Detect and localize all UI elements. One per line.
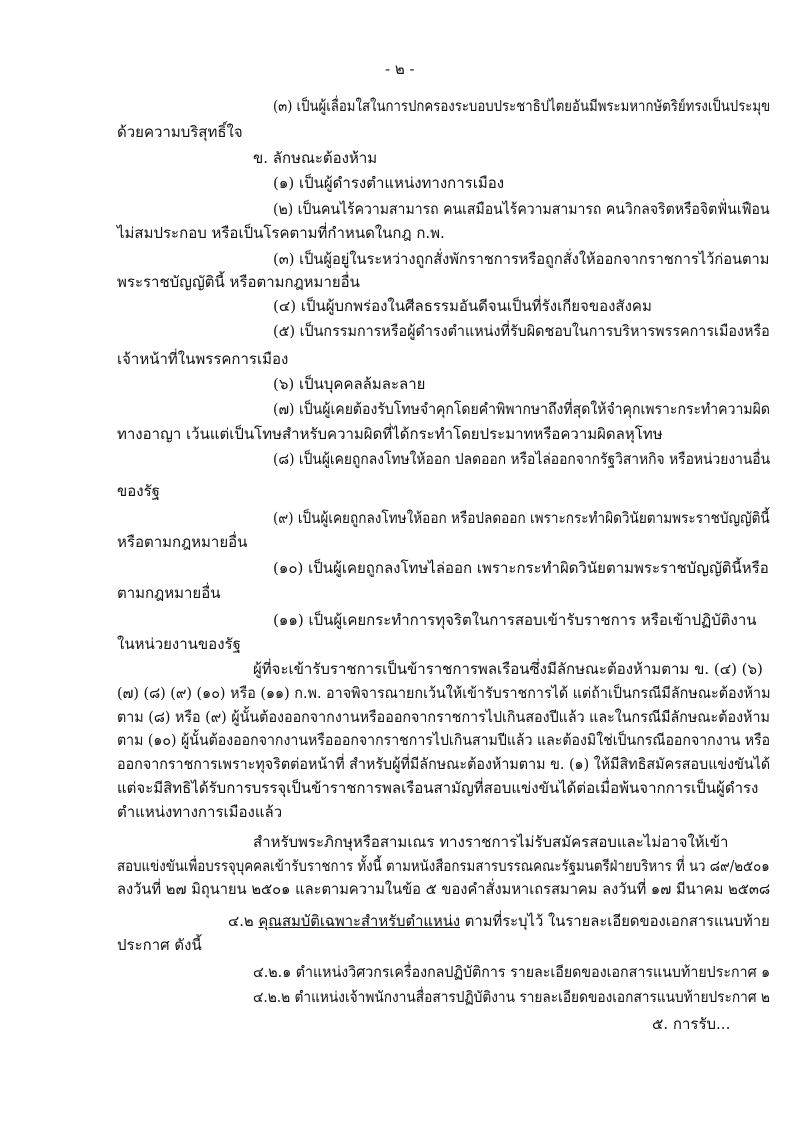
body-line: หรือตามกฎหมายอื่น	[117, 533, 248, 551]
body-line: ตาม (๘) หรือ (๙) ผู้นั้นต้องออกจากงานหรือออกจากราชการไปเกินสองปีแล้ว และในกรณีมีลักษณะต้องห้าม	[117, 708, 770, 726]
body-line: ออกจากราชการเพราะทุจริตต่อหน้าที่ สำหรับผู้ที่มีลักษณะต้องห้ามตาม ข. (๑) ให้มีสิทธิสมัครสอบแข่งขันได้	[117, 755, 771, 773]
section-number: ๔.๒	[228, 912, 254, 930]
body-line: ตามกฎหมายอื่น	[117, 584, 221, 602]
body-line: ลงวันที่ ๒๗ มิถุนายน ๒๕๐๑ และตามความในข้อ ๕ ของคำสั่งมหาเถรสมาคม ลงวันที่ ๑๗ มีนาคม ๒๕๓๘	[117, 880, 771, 898]
body-line: (๗) เป็นผู้เคยต้องรับโทษจำคุกโดยคำพิพากษาถึงที่สุดให้จำคุกเพราะกระทำความผิด	[273, 400, 770, 418]
body-line: ไม่สมประกอบ หรือเป็นโรคตามที่กำหนดในกฎ ก.พ.	[117, 224, 445, 242]
body-line: ตาม (๑๐) ผู้นั้นต้องออกจากงานหรือออกจากราชการไปเกินสามปีแล้ว และต้องมิใช่เป็นกรณีออกจากงาน หรือ	[117, 731, 771, 749]
body-line: ด้วยความบริสุทธิ์ใจ	[117, 123, 243, 141]
body-line: (๗) (๘) (๙) (๑๐) หรือ (๑๑) ก.พ. อาจพิจารณายกเว้นให้เข้ารับราชการได้ แต่ถ้าเป็นกรณีมีลักษณะต้องห้าม	[117, 684, 771, 702]
section-heading-line	[228, 911, 770, 931]
page-number: - ๒ -	[385, 60, 415, 78]
section-item: ๔.๒.๑ ตำแหน่งวิศวกรเครื่องกลปฏิบัติการ รายละเอียดของเอกสารแนบท้ายประกาศ ๑	[253, 963, 771, 981]
body-line: เจ้าหน้าที่ในพรรคการเมือง	[117, 350, 289, 368]
body-line: (๘) เป็นผู้เคยถูกลงโทษให้ออก ปลดออก หรือไล่ออกจากรัฐวิสาหกิจ หรือหน่วยงานอื่น	[273, 450, 771, 468]
body-line: ตำแหน่งทางการเมืองแล้ว	[117, 803, 283, 821]
body-line: ในหน่วยงานของรัฐ	[117, 635, 241, 653]
body-line: (๕) เป็นกรรมการหรือผู้ดำรงตำแหน่งที่รับผิดชอบในการบริหารพรรคการเมืองหรือ	[273, 322, 770, 340]
body-line: สำหรับพระภิกษุหรือสามเณร ทางราชการไม่รับสมัครสอบและไม่อาจให้เข้า	[253, 833, 729, 851]
section-line: ประกาศ ดังนี้	[117, 936, 202, 954]
body-line: (๒) เป็นคนไร้ความสามารถ คนเสมือนไร้ความสามารถ คนวิกลจริตหรือจิตฟั่นเฟือน	[273, 200, 770, 218]
body-line: (๑๑) เป็นผู้เคยกระทำการทุจริตในการสอบเข้ารับราชการ หรือเข้าปฏิบัติงาน	[273, 611, 757, 629]
body-line: (๔) เป็นผู้บกพร่องในศีลธรรมอันดีจนเป็นที่รังเกียจของสังคม	[273, 297, 652, 315]
body-line: (๓) เป็นผู้อยู่ในระหว่างถูกสั่งพักราชการหรือถูกสั่งให้ออกจากราชการไว้ก่อนตาม	[273, 250, 770, 268]
body-line: ผู้ที่จะเข้ารับราชการเป็นข้าราชการพลเรือนซึ่งมีลักษณะต้องห้ามตาม ข. (๔) (๖)	[253, 660, 763, 678]
subheading: ข. ลักษณะต้องห้าม	[253, 149, 378, 167]
body-line: ทางอาญา เว้นแต่เป็นโทษสำหรับความผิดที่ได้กระทำโดยประมาทหรือความผิดลหุโทษ	[117, 425, 663, 443]
body-line: (๙) เป็นผู้เคยถูกลงโทษให้ออก หรือปลดออก เพราะกระทำผิดวินัยตามพระราชบัญญัตินี้	[273, 509, 770, 527]
body-line: ของรัฐ	[117, 482, 160, 500]
next-page-continuation: ๕. การรับ...	[652, 1015, 731, 1033]
body-line: (๓) เป็นผู้เลื่อมใสในการปกครองระบอบประชาธิปไตยอันมีพระมหากษัตริย์ทรงเป็นประมุข	[273, 97, 771, 115]
body-line: (๑๐) เป็นผู้เคยถูกลงโทษไล่ออก เพราะกระทำผิดวินัยตามพระราชบัญญัตินี้หรือ	[273, 559, 769, 577]
body-line: สอบแข่งขันเพื่อบรรจุบุคคลเข้ารับราชการ ทั้งนี้ ตามหนังสือกรมสารบรรณคณะรัฐมนตรีฝ่ายบริหาร ที่ นว ๘๙/๒๕๐๑	[117, 857, 770, 875]
body-line: แต่จะมีสิทธิได้รับการบรรจุเป็นข้าราชการพลเรือนสามัญที่สอบแข่งขันได้ต่อเมื่อพ้นจากการเป็นผู้ดำรง	[117, 779, 759, 797]
body-line: (๑) เป็นผู้ดำรงตำแหน่งทางการเมือง	[273, 174, 505, 192]
section-heading: คุณสมบัติเฉพาะสำหรับตำแหน่ง	[258, 912, 461, 930]
section-heading-rest: ตามที่ระบุไว้ ในรายละเอียดของเอกสารแนบท้าย	[464, 912, 770, 930]
section-item: ๔.๒.๒ ตำแหน่งเจ้าพนักงานสื่อสารปฏิบัติงาน รายละเอียดของเอกสารแนบท้ายประกาศ ๒	[253, 988, 770, 1006]
body-line: พระราชบัญญัตินี้ หรือตามกฎหมายอื่น	[117, 273, 360, 291]
body-line: (๖) เป็นบุคคลล้มละลาย	[273, 375, 426, 393]
